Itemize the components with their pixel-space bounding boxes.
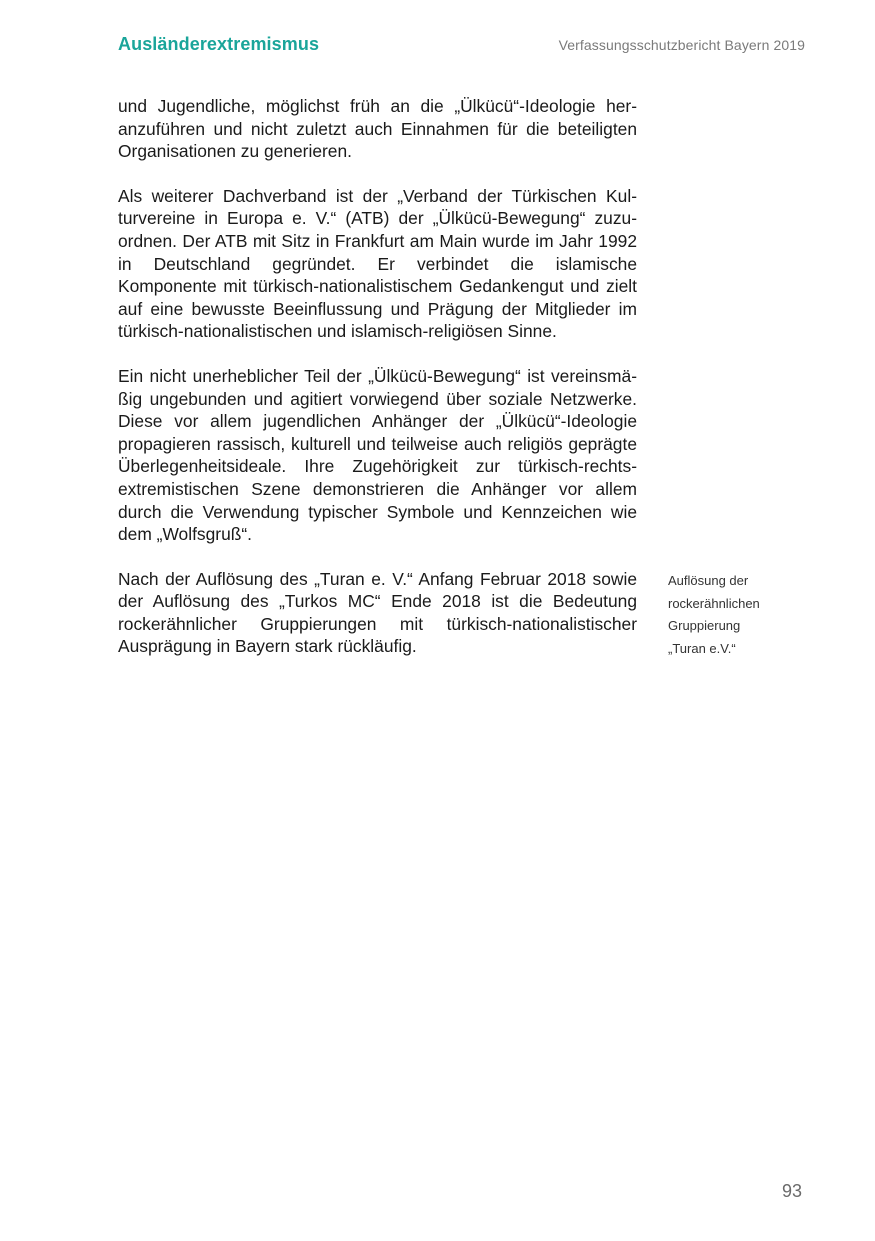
publication-title: Verfassungsschutzbericht Bayern 2019 [558, 37, 805, 53]
paragraph-1: und Jugendliche, möglichst früh an die „Ülkücü“-Ideologie heranzuführen und nicht zuletzt auch Einnahmen für die beteiligten Organisationen zu generieren. [118, 96, 637, 162]
margin-note-line: Gruppierung [668, 618, 741, 633]
section-title: Ausländerextremismus [118, 34, 320, 54]
margin-note [668, 570, 808, 660]
margin-note-line: Auflösung der [668, 573, 749, 588]
paragraph-2: Als weiterer Dachverband ist der „Verband der Türkischen Kulturvereine in Europa e. V.“ (ATB) der „Ülkücü-Bewegung“ zuzuordnen. Der ATB mit Sitz in Frankfurt am Main wurde im Jahr 1992 in Deutschland gegründet. Er verbindet die islamische Komponente mit türkisch-nationalistischem Gedankengut und zielt auf eine bewusste Beeinflussung und Prägung der Mitglieder im türkisch-nationalistischen und islamisch-religiösen Sinne. [118, 185, 637, 342]
page-number: 93 [781, 1181, 802, 1201]
paragraph-3: Ein nicht unerheblicher Teil der „Ülkücü-Bewegung“ ist vereinsmäßig ungebunden und agitiert vorwiegend über soziale Netzwerke. Diese vor allem jugendlichen Anhänger der „Ülkücü“-Ideologie propagieren rassisch, kulturell und teilweise auch religiös geprägte Überlegenheitsideale. Ihre Zugehörigkeit zur türkisch-rechtsextremistischen Szene demonstrieren die Anhänger vor allem durch die Verwendung typischer Symbole und Kennzeichen wie dem „Wolfsgruß“. [118, 365, 637, 545]
body-text [118, 95, 637, 680]
margin-note-line: „Turan e.V.“ [668, 640, 736, 656]
paragraph-4: Nach der Auflösung des „Turan e. V.“ Anfang Februar 2018 sowie der Auflösung des „Turkos MC“ Ende 2018 ist die Bedeutung rockerähnlicher Gruppierungen mit türkisch-nationalistischer Ausprägung in Bayern stark rückläufig. [118, 568, 637, 657]
margin-note-line: rockerähnlichen [668, 595, 760, 611]
